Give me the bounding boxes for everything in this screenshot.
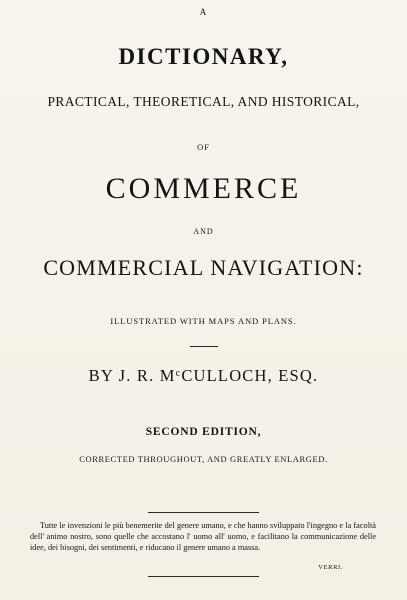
author-line	[0, 366, 407, 386]
epigraph-attribution: VERRI.	[318, 564, 343, 571]
author-prefix: BY J. R. M	[88, 366, 176, 385]
corrected-line: CORRECTED THROUGHOUT, AND GREATLY ENLARGED.	[79, 454, 328, 464]
title-commerce: COMMERCE	[105, 172, 302, 205]
title-dictionary: DICTIONARY,	[118, 44, 289, 69]
edition-line: SECOND EDITION,	[145, 426, 262, 438]
divider-bottom	[148, 576, 259, 577]
title-navigation: COMMERCIAL NAVIGATION:	[43, 255, 364, 280]
divider-top	[148, 512, 259, 513]
author-suffix: CULLOCH, ESQ.	[181, 366, 319, 385]
author-superscript: c	[175, 368, 182, 379]
title-and: AND	[193, 227, 214, 236]
title-article: A	[199, 7, 208, 17]
illustrated-note: ILLUSTRATED WITH MAPS AND PLANS.	[110, 316, 297, 326]
divider-short	[190, 346, 218, 347]
epigraph-text: Tutte le invenzioni le più benemerite del genere umano, e che hanno sviluppato l'ingegno e la facoltà dell' animo nostro, sono quelle che accostano l' uomo all' uomo, e facilitano la communicazione delle idee, dei bisogni, dei sentimenti, e riducano il genere umano a massa.	[30, 521, 376, 552]
title-subtitle: PRACTICAL, THEORETICAL, AND HISTORICAL,	[47, 94, 360, 109]
title-of: OF	[197, 142, 210, 152]
